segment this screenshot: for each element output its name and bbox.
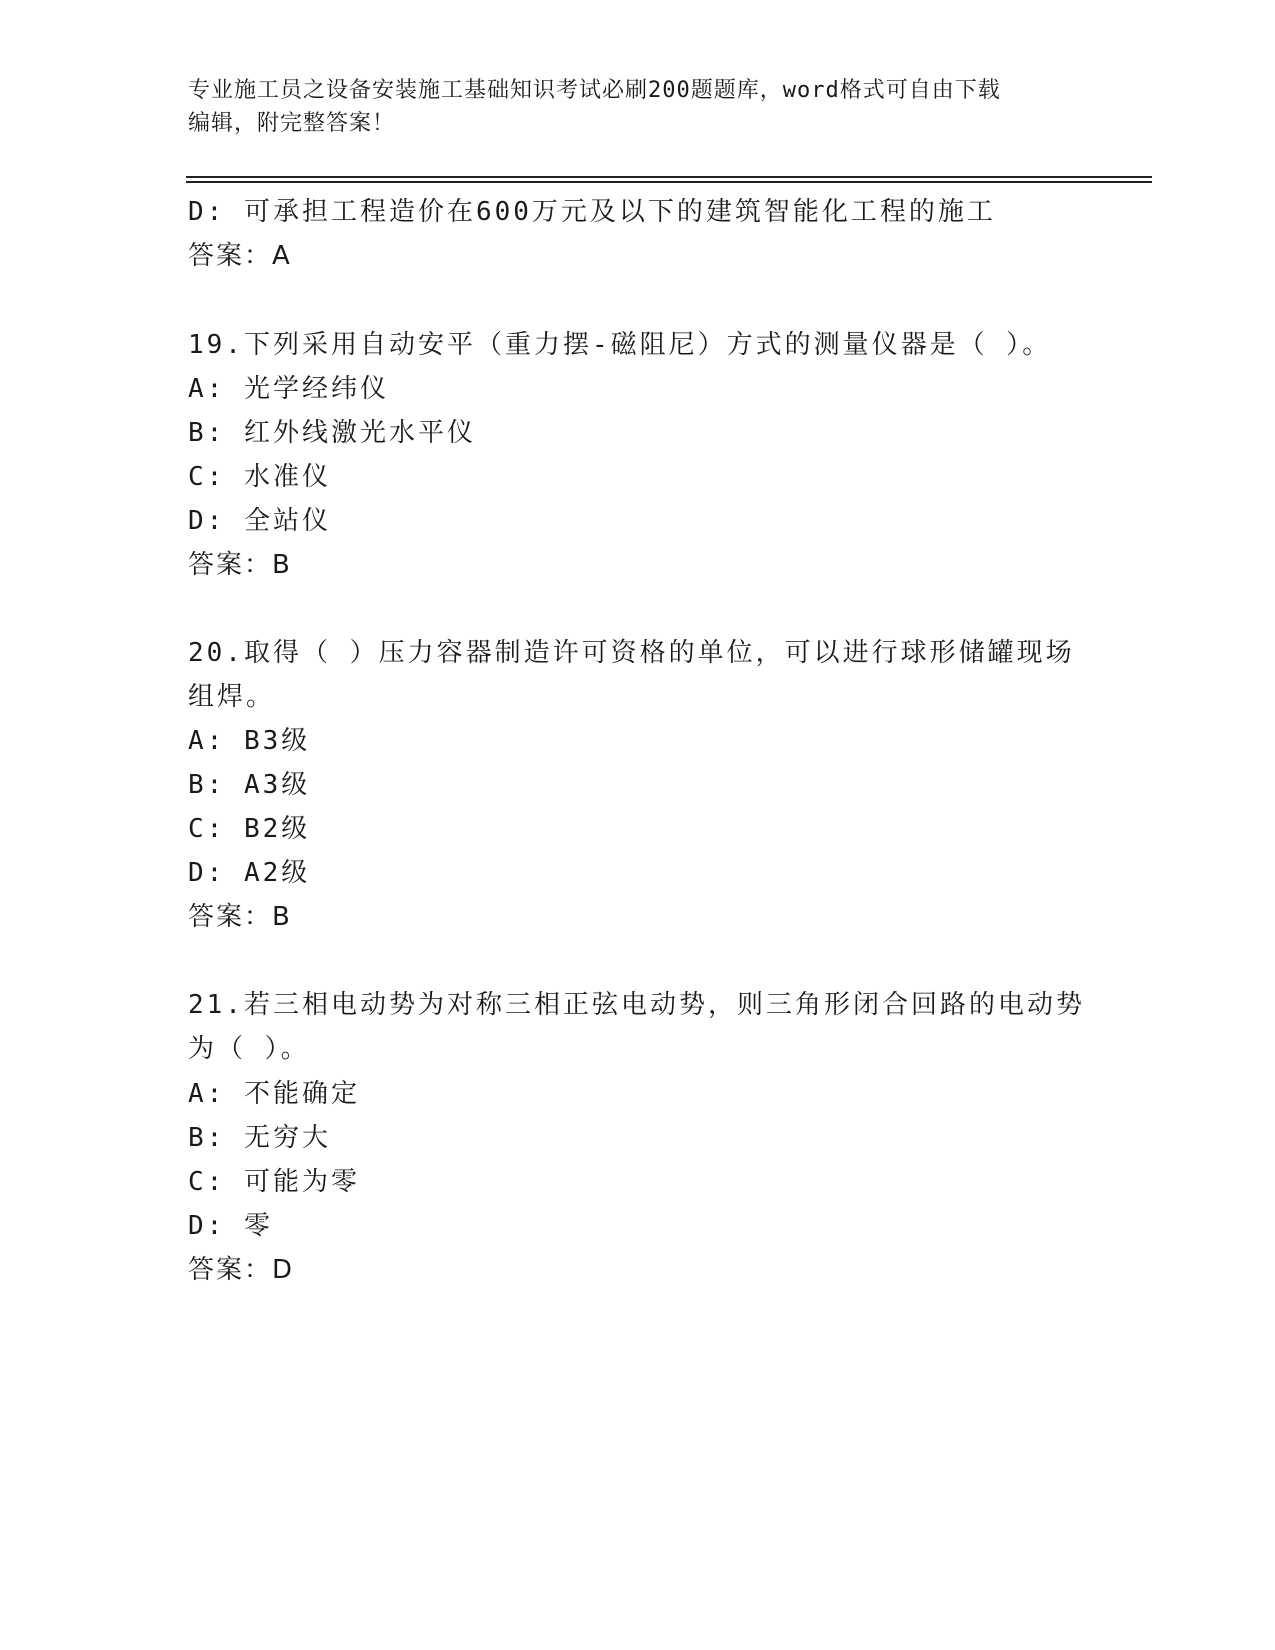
- q19-option-d: D: 全站仪: [188, 506, 331, 536]
- document-header: [188, 74, 1088, 140]
- q21-stem-line-1: 21.若三相电动势为对称三相正弦电动势，则三角形闭合回路的电动势: [188, 990, 1085, 1020]
- q19-stem: 19.下列采用自动安平（重力摆-磁阻尼）方式的测量仪器是（ ）。: [188, 330, 1052, 360]
- q19-option-a: A: 光学经纬仪: [188, 374, 389, 404]
- q20-option-c: C: B2级: [188, 814, 311, 844]
- q20-option-b: B: A3级: [188, 770, 311, 800]
- header-divider-bottom: [186, 181, 1152, 183]
- header-divider-top: [186, 176, 1152, 178]
- q21-option-c: C: 可能为零: [188, 1167, 360, 1197]
- q21-option-b: B: 无穷大: [188, 1123, 331, 1153]
- q20-stem-line-1: 20.取得（ ）压力容器制造许可资格的单位，可以进行球形储罐现场: [188, 638, 1075, 668]
- prev-answer: 答案：A: [188, 241, 292, 271]
- q19-option-b: B: 红外线激光水平仪: [188, 418, 476, 448]
- q20-stem-line-2: 组焊。: [188, 682, 276, 712]
- q21-option-d: D: 零: [188, 1211, 273, 1241]
- q20-option-d: D: A2级: [188, 858, 311, 888]
- header-line-1: 专业施工员之设备安装施工基础知识考试必刷200题题库，word格式可自由下载: [188, 78, 1001, 103]
- q19-option-c: C: 水准仪: [188, 462, 331, 492]
- prev-option-d: D: 可承担工程造价在600万元及以下的建筑智能化工程的施工: [188, 197, 996, 227]
- q21-option-a: A: 不能确定: [188, 1079, 360, 1109]
- header-line-2: 编辑，附完整答案！: [188, 111, 396, 136]
- q20-option-a: A: B3级: [188, 726, 311, 756]
- q19-answer: 答案：B: [188, 550, 292, 580]
- q21-stem-line-2: 为（ ）。: [188, 1034, 310, 1064]
- q21-answer: 答案：D: [188, 1255, 295, 1285]
- q20-answer: 答案：B: [188, 902, 292, 932]
